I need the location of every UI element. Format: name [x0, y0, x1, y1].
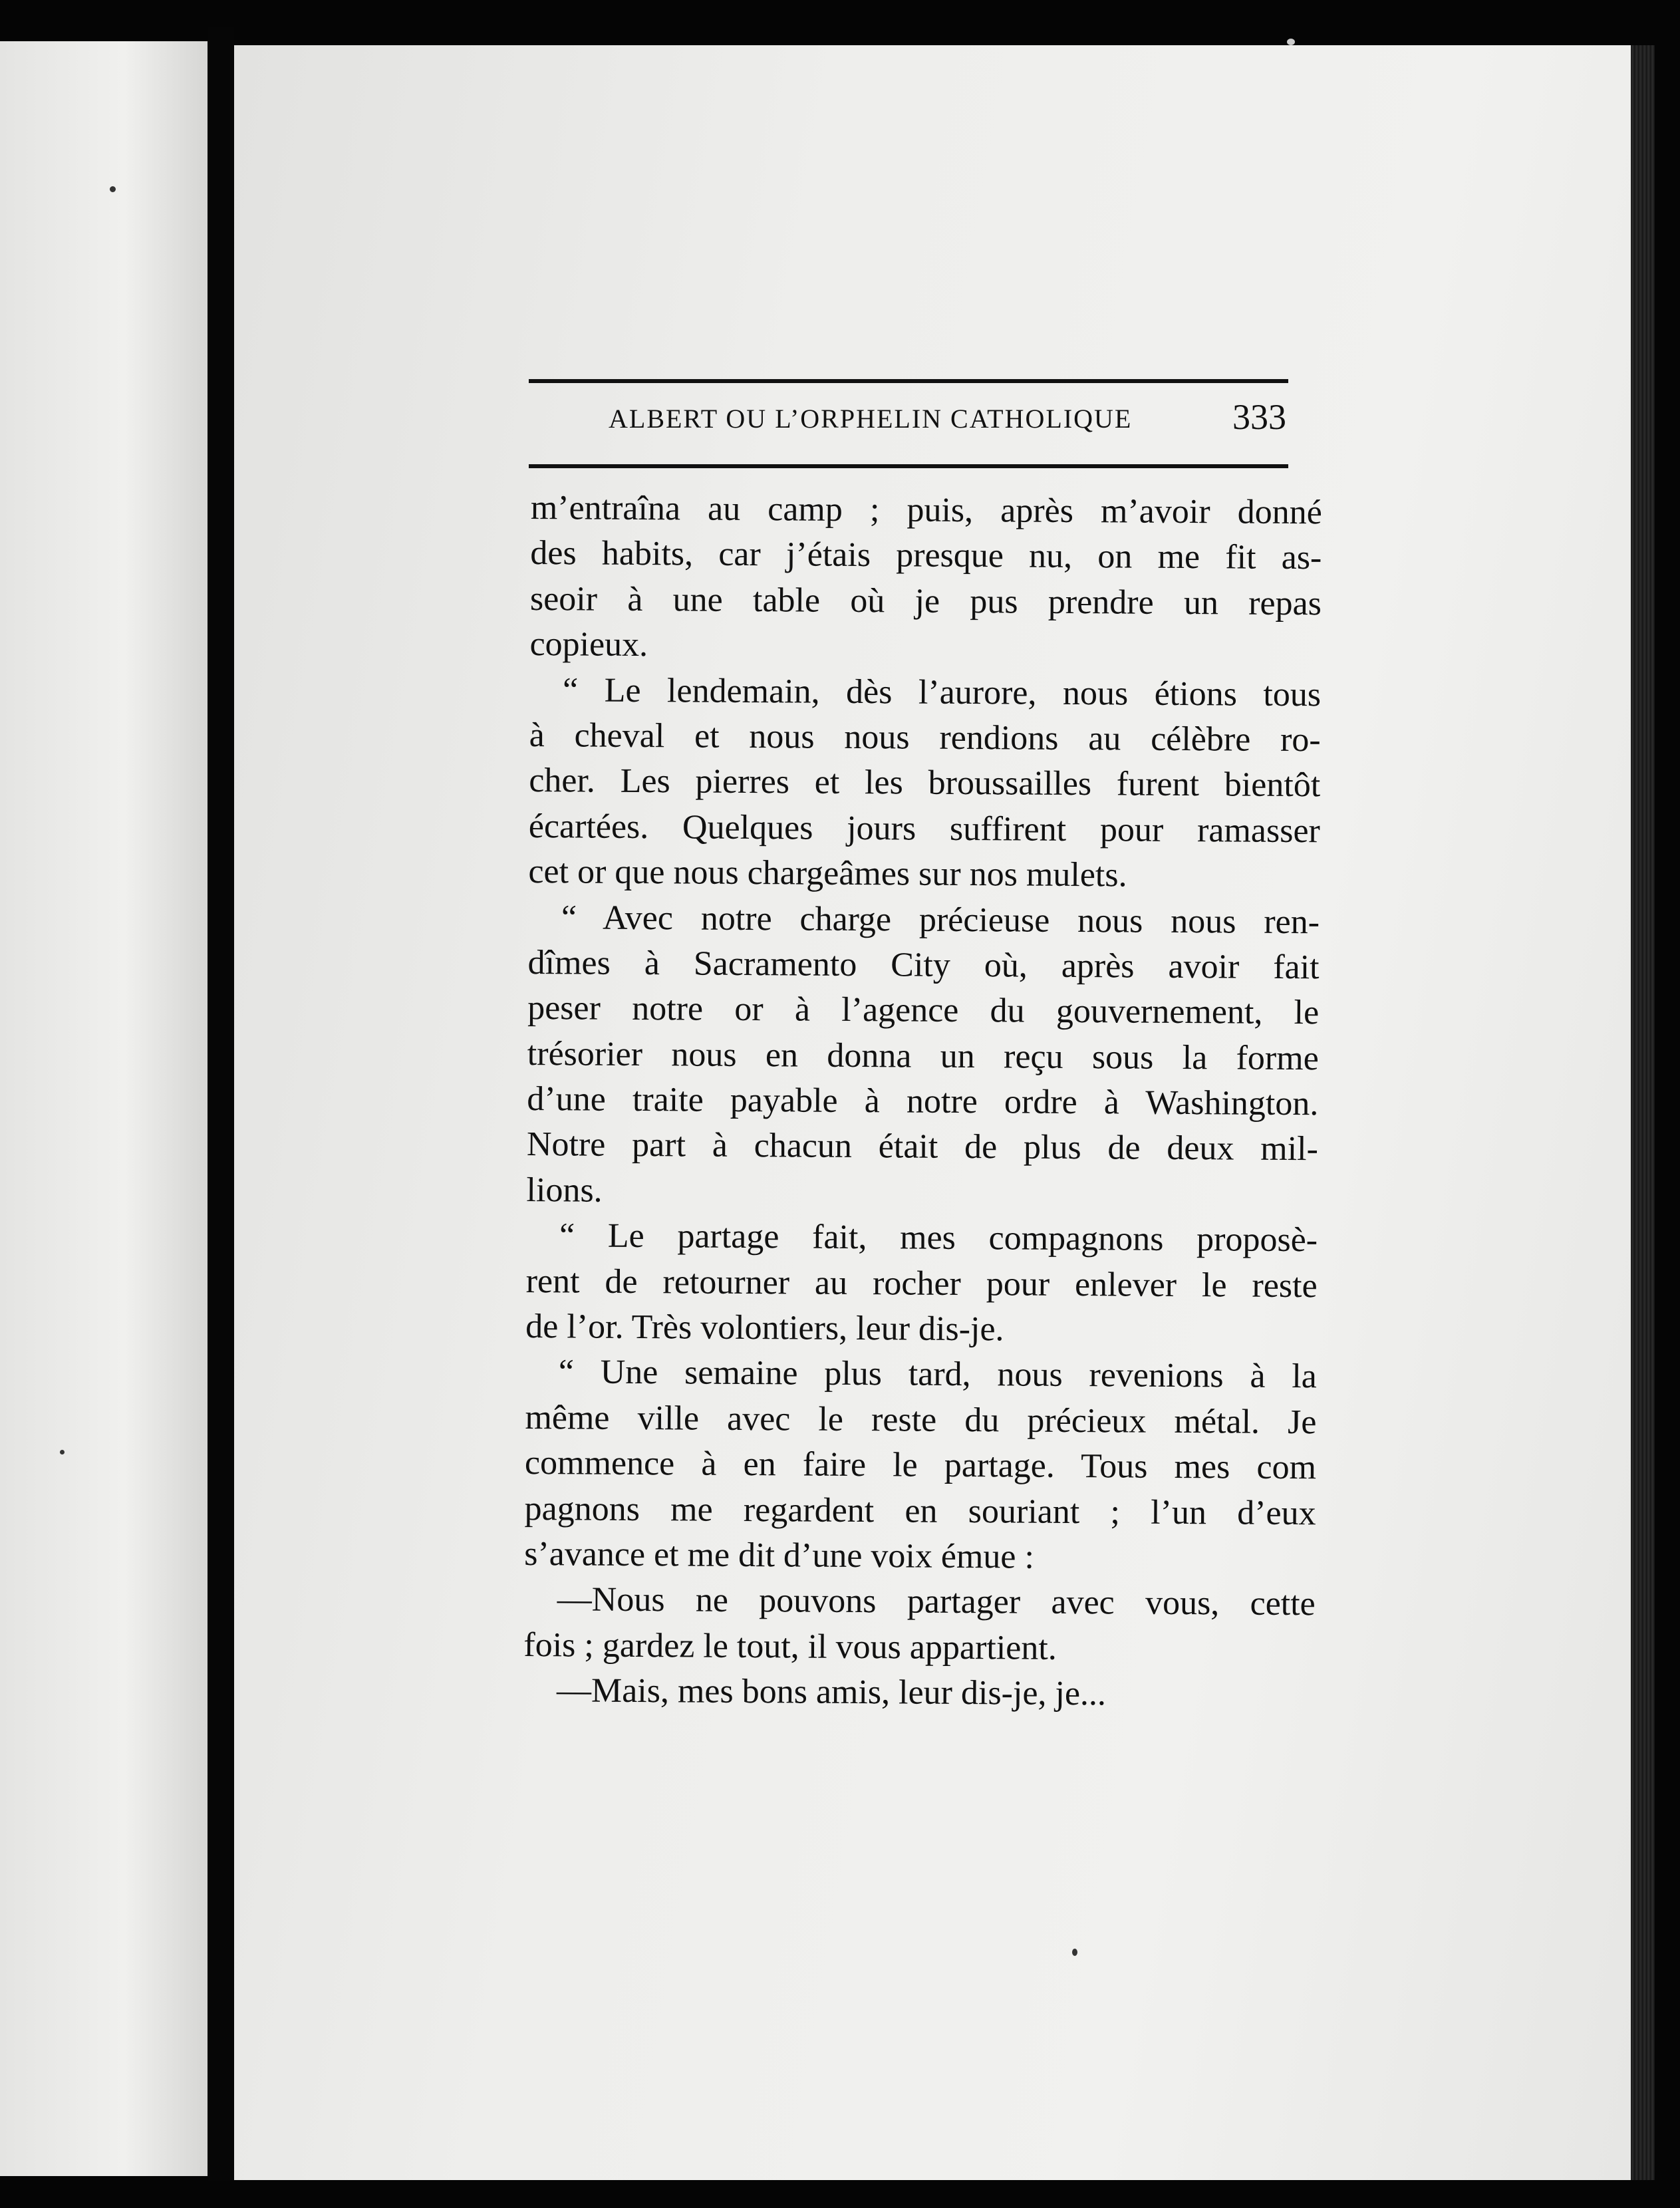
text-line: —Mais, mes bons amis, leur dis-je, je... — [556, 1671, 1107, 1713]
text-line: d’une traite payable à notre ordre à Washington. — [527, 1080, 1319, 1123]
running-title: ALBERT OU L’ORPHELIN CATHOLIQUE — [609, 404, 1133, 434]
print-speck — [1287, 39, 1295, 45]
text-line: rent de retourner au rocher pour enlever le reste — [525, 1262, 1318, 1305]
left-page-margin — [0, 41, 208, 2176]
text-line: m’entraîna au camp ; puis, après m’avoir donné — [530, 488, 1322, 532]
text-line: Notre part à chacun était de plus de deux mil- — [526, 1125, 1319, 1169]
text-line: seoir à une table où je pus prendre un repas — [529, 579, 1322, 623]
text-line: “ Une semaine plus tard, nous revenions à la — [558, 1353, 1318, 1396]
body-text — [523, 485, 1322, 1719]
print-speck — [110, 186, 116, 192]
text-line: “ Le lendemain, dès l’aurore, nous étions tous — [562, 670, 1322, 714]
print-speck — [1072, 1949, 1077, 1956]
text-line: même ville avec le reste du précieux métal. Je — [525, 1398, 1317, 1442]
text-line: cher. Les pierres et les broussailles furent bientôt — [529, 761, 1321, 805]
text-line: s’avance et me dit d’une voix émue : — [524, 1534, 1035, 1576]
text-line: —Nous ne pouvons partager avec vous, cette — [557, 1580, 1316, 1623]
text-line: lions. — [526, 1171, 603, 1210]
header-rule-top — [529, 379, 1288, 383]
text-line: des habits, car j’étais presque nu, on me fit as- — [530, 534, 1322, 577]
text-line: “ Le partage fait, mes compagnons proposè- — [559, 1216, 1318, 1260]
text-line: fois ; gardez le tout, il vous appartient. — [523, 1625, 1057, 1667]
text-line: “ Avec notre charge précieuse nous nous ren- — [561, 898, 1320, 941]
page-edge — [1631, 45, 1655, 2180]
text-line: trésorier nous en donna un reçu sous la forme — [527, 1034, 1319, 1077]
page-number: 333 — [1232, 397, 1286, 437]
text-line: pagnons me regardent en souriant ; l’un d’eux — [524, 1489, 1316, 1532]
text-line: de l’or. Très volontiers, leur dis-je. — [525, 1308, 1004, 1349]
text-line: peser notre or à l’agence du gouvernement, le — [527, 989, 1320, 1032]
header-rule-bottom — [529, 464, 1288, 468]
print-speck — [60, 1450, 65, 1454]
text-line: à cheval et nous nous rendions au célèbre ro- — [529, 716, 1321, 759]
text-line: cet or que nous chargeâmes sur nos mulets. — [528, 853, 1127, 895]
text-line: écartées. Quelques jours suffirent pour ramasser — [528, 807, 1321, 850]
text-line: commence à en faire le partage. Tous mes com — [524, 1444, 1317, 1487]
text-line: copieux. — [529, 625, 648, 664]
book-gutter — [208, 27, 234, 2181]
text-line: dîmes à Sacramento City où, après avoir fait — [527, 943, 1320, 987]
